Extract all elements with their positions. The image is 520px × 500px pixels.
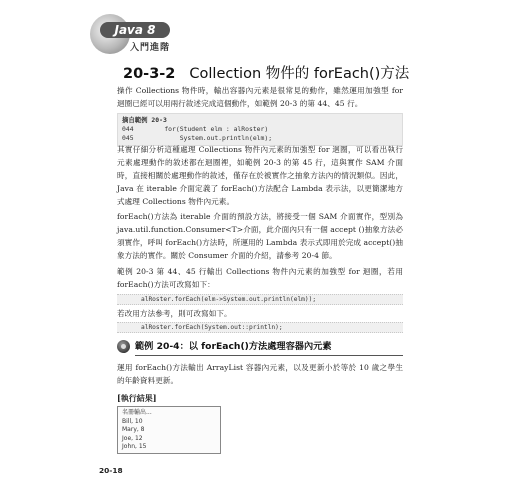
code-line: 044 for(Student elm : alRoster) bbox=[122, 125, 269, 133]
code-snippet-lambda: alRoster.forEach(elm->System.out.println(elm)); bbox=[117, 294, 403, 305]
paragraph-method-ref: 若改用方法參考，則可改寫如下。 bbox=[117, 309, 232, 318]
disc-icon bbox=[117, 340, 130, 353]
example-heading bbox=[117, 339, 403, 354]
output-line: John, 15 bbox=[122, 443, 147, 450]
output-line: Mary, 8 bbox=[122, 426, 145, 433]
section-number: 20-3-2 bbox=[123, 66, 176, 82]
output-line: Joe, 12 bbox=[122, 434, 143, 442]
output-line: 名冊輸出... bbox=[122, 409, 152, 416]
console-output-box bbox=[117, 406, 221, 454]
paragraph-foreach: forEach()方法為 iterable 介面的預設方法，將接受一個 SAM 介面實作，型別為 java.util.function.Consumer<T>介面，此介面內只有一個 accept ()抽象方法必須實作，呼叫 forEach()方法時，所運用的 Lambda 表示式即用於完成 accept()抽象方法的實作。關於 Consumer 介面的介紹，請參考 20-4 節。 bbox=[117, 212, 403, 260]
output-line: Bill, 10 bbox=[122, 417, 143, 425]
code-snippet-method-ref: alRoster.forEach(System.out::println); bbox=[117, 322, 403, 333]
result-label: [執行結果] bbox=[117, 393, 157, 403]
logo-subtitle: 入門進階 bbox=[130, 43, 171, 53]
code-line: 045 System.out.println(elm); bbox=[122, 134, 273, 142]
logo-title: Java 8 bbox=[100, 22, 170, 38]
example-title: 範例 20-4：以 forEach()方法處理容器內元素 bbox=[135, 341, 332, 352]
heading-underline bbox=[135, 355, 403, 356]
section-title-text: Collection 物件的 forEach()方法 bbox=[189, 66, 410, 82]
paragraph-example-desc: 運用 forEach()方法輸出 ArrayList 容器內元素，以及更新小於等於 10 歲之學生的年齡資料更新。 bbox=[117, 363, 403, 385]
paragraph-intro: 操作 Collections 物件時，輸出容器內元素是很常見的動作，雖然運用加強型 for 迴圈已經可以用兩行敘述完成這個動作，如範例 20-3 的第 44、45 行。 bbox=[117, 86, 403, 108]
book-logo bbox=[90, 14, 180, 56]
code-excerpt-caption: 摘自範例 20-3 bbox=[122, 116, 167, 124]
paragraph-analysis: 其實仔細分析這種處理 Collections 物件內元素的加強型 for 迴圈，可以看出執行元素處理動作的敘述都在迴圈裡，如範例 20-3 的第 45 行，這與實作 SAM 介面時，直接相關於處理動作的敘述，僅存在於被實作之抽象方法內的情況類似。因此，Java 在 iterable 介面定義了 forEach()方法配合 Lambda 表示法，以更簡潔地方式處理 Collections 物件內元素。 bbox=[117, 145, 403, 206]
page-number: 20-18 bbox=[99, 466, 123, 475]
code-excerpt bbox=[117, 113, 403, 146]
section-heading bbox=[123, 62, 409, 83]
paragraph-rewrite: 範例 20-3 第 44、45 行輸出 Collections 物件內元素的加強型 for 迴圈，若用 forEach()方法可改寫如下： bbox=[117, 267, 403, 289]
